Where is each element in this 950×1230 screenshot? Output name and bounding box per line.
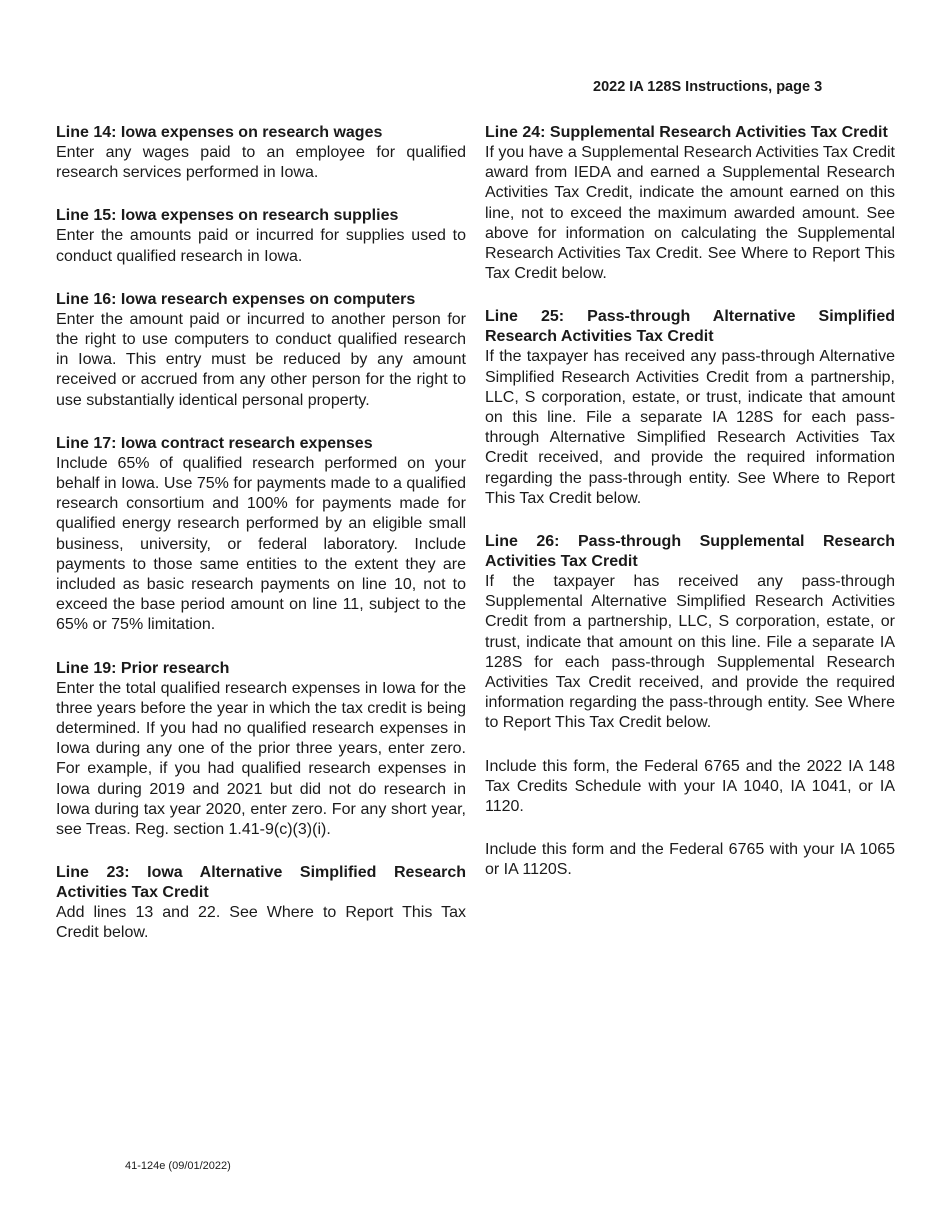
section-include-form-ia1040 xyxy=(485,757,895,818)
form-code: 41-124e (09/01/2022) xyxy=(125,1160,231,1172)
section-body: Enter the total qualified research expenses in Iowa for the three years before the year in which the tax credit is being determined. If you had no qualified research expenses in Iowa during any one of the prior three years, enter zero. For example, if you had qualified research expenses in Iowa during 2019 and 2021 but did not do research in Iowa during tax year 2020, enter zero. For any short year, see Treas. Reg. section 1.41-9(c)(3)(i). xyxy=(56,679,466,839)
section-body: If you have a Supplemental Research Activities Tax Credit award from IEDA and earned a Supplemental Research Activities Tax Credit, indicate the amount earned on this line, not to exceed the maximum awarded amount. See above for information on calculating the Supplemental Research Activities Tax Credit. See Where to Report This Tax Credit below. xyxy=(485,144,895,283)
page-header-title: 2022 IA 128S Instructions, page 3 xyxy=(593,79,823,95)
section-line-14 xyxy=(56,123,466,183)
section-body: If the taxpayer has received any pass-through Supplemental Alternative Simplified Research Activities Credit from a partnership, LLC, S corporation, estate, or trust, indicate that amount on this line. File a separate IA 128S for each pass-through Supplemental Research Activities Tax Credit received, and provide the required information regarding the pass-through entity. See Where to Report This Tax Credit below. xyxy=(485,573,895,732)
section-heading: Line 26: Pass-through Supplemental Research Activities Tax Credit xyxy=(485,533,895,571)
section-heading: Line 15: Iowa expenses on research supplies xyxy=(56,207,399,225)
section-line-15 xyxy=(56,206,466,266)
right-column xyxy=(485,123,895,904)
section-line-26 xyxy=(485,532,895,734)
section-heading: Line 23: Iowa Alternative Simplified Research Activities Tax Credit xyxy=(56,864,466,902)
left-column xyxy=(56,123,466,967)
section-line-25 xyxy=(485,307,895,509)
section-line-23 xyxy=(56,863,466,943)
section-body: Enter the amount paid or incurred to another person for the right to use computers to conduct qualified research in Iowa. This entry must be reduced by any amount received or accrued from any other person for the right to use substantially identical personal property. xyxy=(56,310,466,409)
section-heading: Line 19: Prior research xyxy=(56,659,230,677)
section-heading: Line 25: Pass-through Alternative Simplified Research Activities Tax Credit xyxy=(485,308,895,346)
section-body: Enter any wages paid to an employee for qualified research services performed in Iowa. xyxy=(56,144,466,182)
section-include-form-ia1065 xyxy=(485,840,895,880)
section-heading: Line 16: Iowa research expenses on computers xyxy=(56,290,416,308)
section-body: Add lines 13 and 22. See Where to Report This Tax Credit below. xyxy=(56,904,466,942)
section-line-17 xyxy=(56,434,466,636)
section-body: Include this form and the Federal 6765 with your IA 1065 or IA 1120S. xyxy=(485,841,895,879)
section-body: Include this form, the Federal 6765 and the 2022 IA 148 Tax Credits Schedule with your IA 1040, IA 1041, or IA 1120. xyxy=(485,757,895,816)
section-body: Enter the amounts paid or incurred for supplies used to conduct qualified research in Iowa. xyxy=(56,227,466,265)
section-heading: Line 24: Supplemental Research Activities Tax Credit xyxy=(485,124,888,141)
section-heading: Line 14: Iowa expenses on research wages xyxy=(56,124,383,141)
section-body: If the taxpayer has received any pass-through Alternative Simplified Research Activities Credit from a partnership, LLC, S corporation, estate, or trust, indicate that amount on this line. File a separate IA 128S for each pass-through Alternative Simplified Research Activities Tax Credit received, and provide the required information regarding the pass-through entity. See Where to Report This Tax Credit below. xyxy=(485,348,895,507)
section-line-19 xyxy=(56,659,466,841)
section-heading: Line 17: Iowa contract research expenses xyxy=(56,434,373,452)
section-line-24 xyxy=(485,123,895,284)
section-body: Include 65% of qualified research performed on your behalf in Iowa. Use 75% for payments made to a qualified research consortium and 100% for payments made for qualified energy research performed by an eligible small business, university, or federal laboratory. Include payments to those same entities to the extent they are included as basic research payments on line 10, not to exceed the base period amount on line 11, subject to the 65% or 75% limitation. xyxy=(56,454,466,634)
section-line-16 xyxy=(56,290,466,411)
